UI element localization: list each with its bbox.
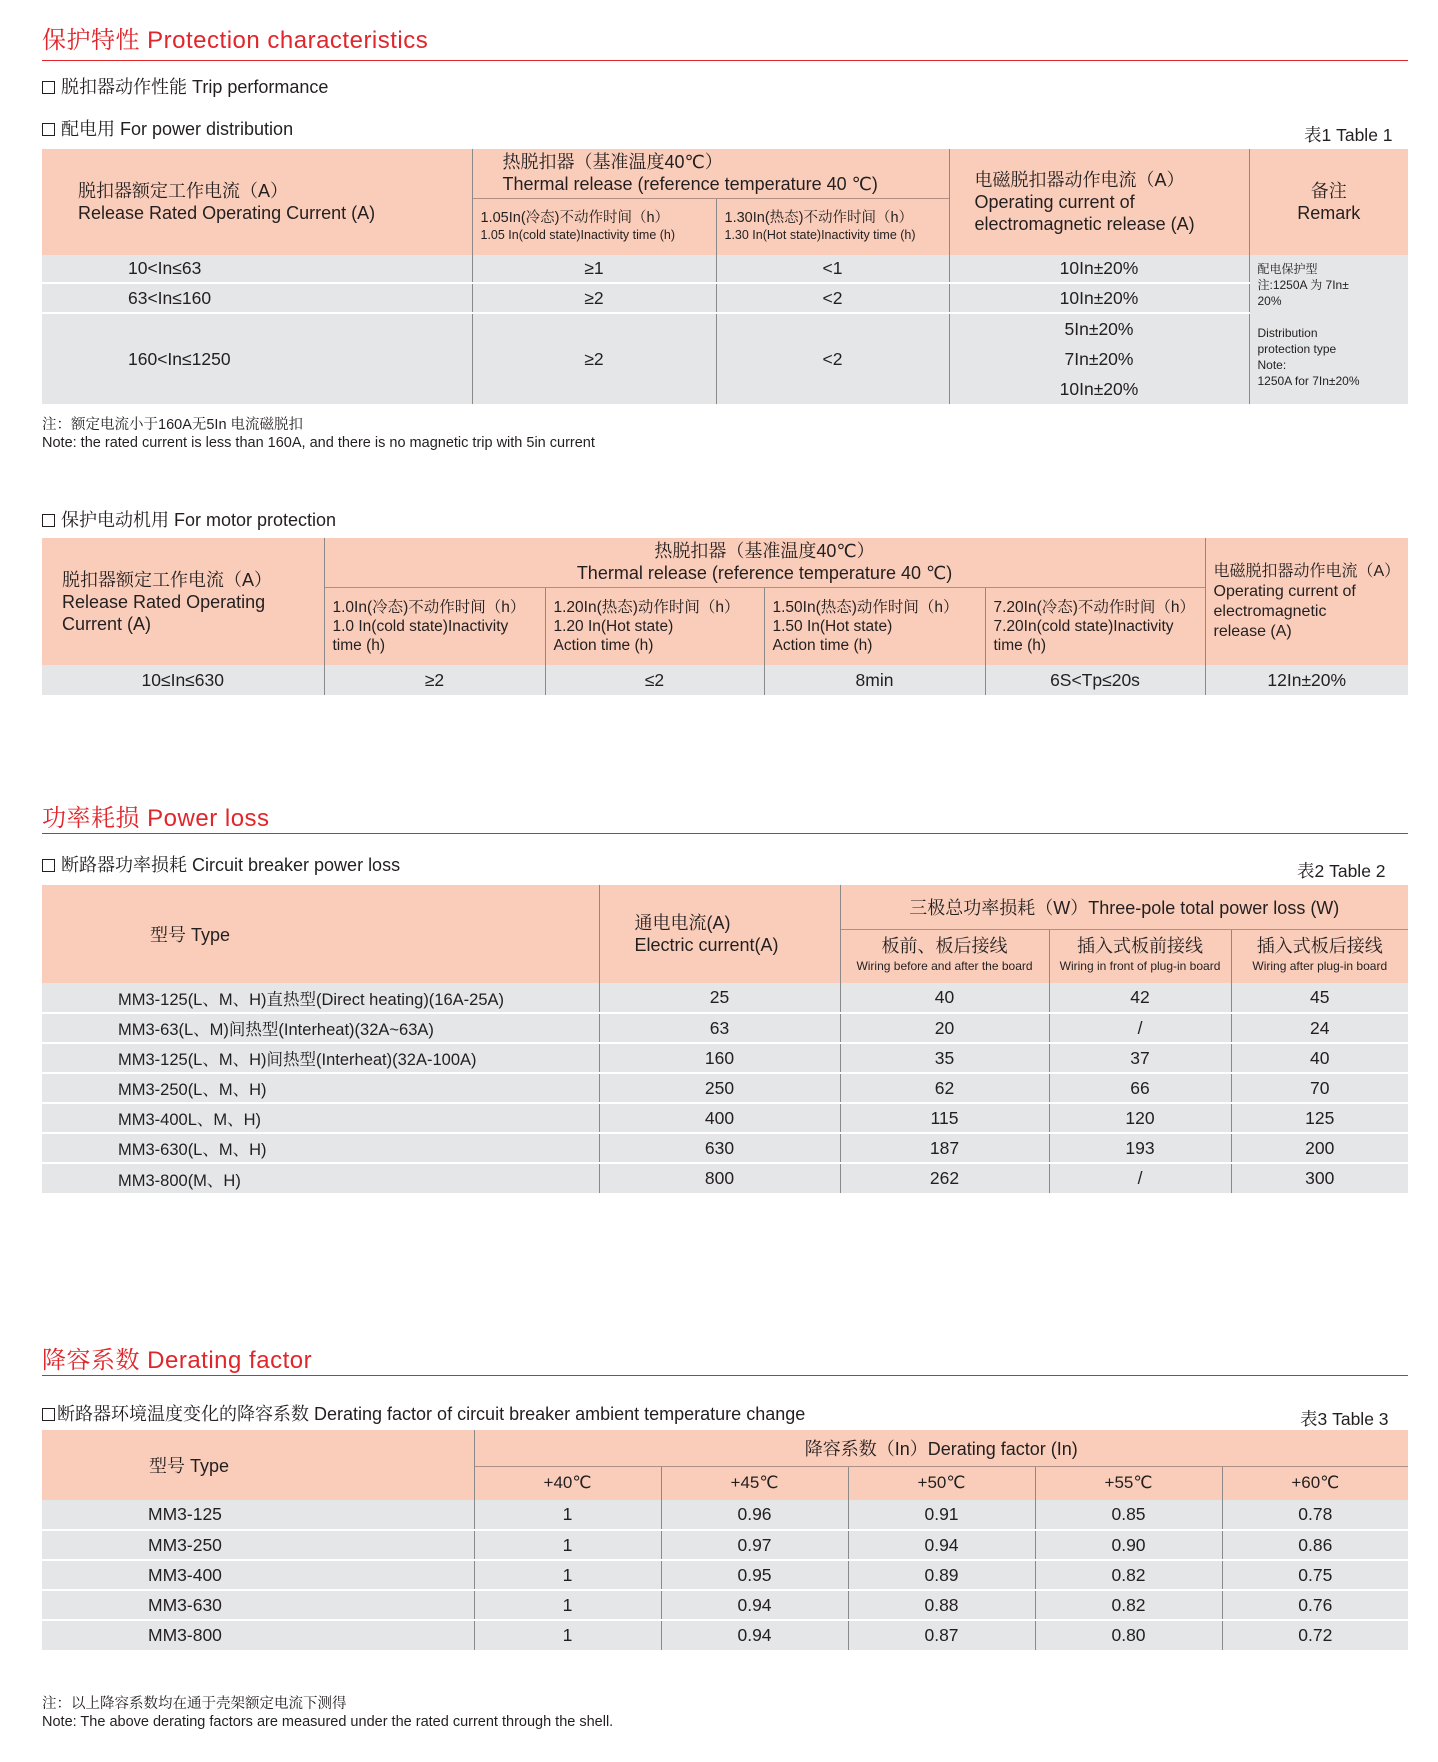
header-en: time (h) bbox=[993, 636, 1047, 654]
cell-type: MM3-125(L、M、H)直热型(Direct heating)(16A-25A) bbox=[42, 983, 599, 1013]
cell-range: 10≤In≤630 bbox=[42, 665, 324, 695]
table-derating bbox=[42, 1430, 1408, 1650]
header-rated-current bbox=[42, 149, 472, 255]
checkbox-icon bbox=[42, 81, 55, 94]
cell-value: 0.86 bbox=[1222, 1530, 1408, 1560]
table-motor bbox=[42, 538, 1408, 695]
cell-value: <1 bbox=[716, 255, 949, 283]
header-thermal-release bbox=[472, 149, 949, 198]
table-row bbox=[42, 255, 1408, 283]
header-en: Electric current(A) bbox=[634, 935, 779, 955]
header-type: 型号 Type bbox=[42, 885, 599, 983]
cell-value: 0.91 bbox=[848, 1500, 1035, 1530]
remark-line: 配电保护型 bbox=[1257, 262, 1318, 276]
header-10-cold bbox=[324, 587, 545, 665]
header-en: release (A) bbox=[1213, 622, 1292, 640]
header-wiring-2 bbox=[1049, 929, 1231, 983]
table-power-loss bbox=[42, 885, 1408, 1193]
header-en: electromagnetic release (A) bbox=[974, 214, 1195, 234]
subheading-text: 脱扣器动作性能 Trip performance bbox=[61, 77, 329, 97]
cell-type: MM3-400 bbox=[42, 1560, 474, 1590]
header-temp: +55℃ bbox=[1035, 1466, 1222, 1500]
header-en: Wiring before and after the board bbox=[856, 959, 1033, 974]
header-en: Remark bbox=[1297, 203, 1361, 223]
header-en: Action time (h) bbox=[553, 636, 654, 654]
header-cn: 备注 bbox=[1310, 181, 1347, 201]
cell-value: 0.75 bbox=[1222, 1560, 1408, 1590]
cell-value: 0.95 bbox=[661, 1560, 848, 1590]
cell-value: 0.94 bbox=[661, 1620, 848, 1650]
section-title-protection: 保护特性 Protection characteristics bbox=[42, 27, 429, 54]
cell-value: 400 bbox=[599, 1103, 840, 1133]
table-row bbox=[42, 1103, 1408, 1133]
cell-value: 63 bbox=[599, 1013, 840, 1043]
table-distribution bbox=[42, 149, 1408, 404]
cell-value: 0.94 bbox=[661, 1590, 848, 1620]
header-cn: 1.20In(热态)动作时间（h） bbox=[553, 598, 740, 616]
cell-value: 0.82 bbox=[1035, 1590, 1222, 1620]
cell-type: MM3-800 bbox=[42, 1620, 474, 1650]
note-en: Note: The above derating factors are measured under the rated current through the shell. bbox=[42, 1714, 614, 1730]
header-thermal-release bbox=[324, 538, 1205, 587]
section-title-power-loss: 功率耗损 Power loss bbox=[42, 805, 270, 832]
cell-value: 0.94 bbox=[848, 1530, 1035, 1560]
cell-value: 45 bbox=[1231, 983, 1408, 1013]
table-row bbox=[42, 1620, 1408, 1650]
table-row bbox=[42, 1013, 1408, 1043]
table-row bbox=[42, 313, 1408, 404]
cell-value: 1 bbox=[474, 1530, 661, 1560]
cell-type: MM3-400L、M、H) bbox=[42, 1103, 599, 1133]
header-en: 1.20 In(Hot state) bbox=[553, 617, 674, 635]
subheading-motor-protection bbox=[42, 506, 336, 532]
cell-type: MM3-800(M、H) bbox=[42, 1163, 599, 1193]
header-en: Action time (h) bbox=[772, 636, 873, 654]
header-105-cold bbox=[472, 198, 716, 255]
checkbox-icon bbox=[42, 859, 55, 872]
cell-value: 193 bbox=[1049, 1133, 1231, 1163]
value-line: 5In±20% bbox=[1064, 319, 1134, 339]
cell-value: / bbox=[1049, 1013, 1231, 1043]
cell-remark bbox=[1249, 255, 1408, 404]
header-cn: 1.30In(热态)不动作时间（h） bbox=[724, 209, 914, 226]
cell-value: 20 bbox=[840, 1013, 1049, 1043]
table-row bbox=[42, 1560, 1408, 1590]
cell-value: 0.82 bbox=[1035, 1560, 1222, 1590]
table-row bbox=[42, 665, 1408, 695]
header-temp: +60℃ bbox=[1222, 1466, 1408, 1500]
cell-range: 10<In≤63 bbox=[42, 255, 472, 283]
cell-type: MM3-250 bbox=[42, 1530, 474, 1560]
header-en: Thermal release (reference temperature 40 ℃) bbox=[502, 174, 878, 195]
header-derating-factor: 降容系数（In）Derating factor (In) bbox=[474, 1430, 1408, 1466]
header-temp: +40℃ bbox=[474, 1466, 661, 1500]
header-cn: 脱扣器额定工作电流（A） bbox=[78, 181, 289, 201]
cell-value: 0.87 bbox=[848, 1620, 1035, 1650]
header-temp: +50℃ bbox=[848, 1466, 1035, 1500]
header-72-cold bbox=[985, 587, 1205, 665]
section-title-derating: 降容系数 Derating factor bbox=[42, 1347, 313, 1374]
cell-value: <2 bbox=[716, 283, 949, 313]
table-row bbox=[42, 1073, 1408, 1103]
header-en: Wiring in front of plug-in board bbox=[1059, 959, 1221, 974]
header-cn: 插入式板前接线 bbox=[1077, 936, 1203, 957]
header-cn: 7.20In(冷态)不动作时间（h） bbox=[993, 598, 1196, 616]
header-en: Operating current of bbox=[1213, 582, 1356, 600]
value-line: 10In±20% bbox=[1059, 379, 1139, 399]
header-cn: 脱扣器额定工作电流（A） bbox=[62, 569, 273, 590]
checkbox-icon bbox=[42, 514, 55, 527]
section-divider bbox=[42, 60, 1408, 61]
cell-value: 120 bbox=[1049, 1103, 1231, 1133]
cell-value: 62 bbox=[840, 1073, 1049, 1103]
header-cn: 1.05In(冷态)不动作时间（h） bbox=[480, 209, 670, 226]
header-en: electromagnetic bbox=[1213, 602, 1327, 620]
cell-value-multi bbox=[949, 313, 1249, 404]
cell-value: 0.80 bbox=[1035, 1620, 1222, 1650]
remark-line: protection type bbox=[1257, 342, 1337, 356]
table-row bbox=[42, 1133, 1408, 1163]
cell-value: <2 bbox=[716, 313, 949, 404]
subheading-power-distribution bbox=[42, 115, 293, 141]
cell-value: 24 bbox=[1231, 1013, 1408, 1043]
header-electromagnetic bbox=[1205, 538, 1408, 665]
cell-value: 125 bbox=[1231, 1103, 1408, 1133]
remark-line: 注:1250A 为 7In± bbox=[1257, 278, 1349, 292]
cell-value: 800 bbox=[599, 1163, 840, 1193]
cell-type: MM3-125(L、M、H)间热型(Interheat)(32A-100A) bbox=[42, 1043, 599, 1073]
header-en: Release Rated Operating Current (A) bbox=[78, 203, 376, 223]
table-label: 表3 Table 3 bbox=[1300, 1409, 1389, 1429]
checkbox-icon bbox=[42, 123, 55, 136]
note-en: Note: the rated current is less than 160A, and there is no magnetic trip with 5in current bbox=[42, 435, 595, 451]
table-row bbox=[42, 283, 1408, 313]
header-electromagnetic bbox=[949, 149, 1249, 255]
table-row bbox=[42, 1163, 1408, 1193]
header-15-hot bbox=[764, 587, 985, 665]
note-cn: 注：额定电流小于160A无5In 电流磁脱扣 bbox=[42, 417, 304, 433]
header-en: 1.30 In(Hot state)Inactivity time (h) bbox=[724, 227, 916, 242]
cell-value: 0.96 bbox=[661, 1500, 848, 1530]
header-wiring-1 bbox=[840, 929, 1049, 983]
cell-value: 40 bbox=[1231, 1043, 1408, 1073]
table-row bbox=[42, 983, 1408, 1013]
cell-value: 35 bbox=[840, 1043, 1049, 1073]
cell-value: 0.90 bbox=[1035, 1530, 1222, 1560]
cell-value: 6S<Tp≤20s bbox=[985, 665, 1205, 695]
subheading-trip-performance bbox=[42, 73, 328, 99]
cell-value: 0.88 bbox=[848, 1590, 1035, 1620]
cell-value: 10In±20% bbox=[949, 255, 1249, 283]
cell-value: 1 bbox=[474, 1590, 661, 1620]
cell-value: 1 bbox=[474, 1620, 661, 1650]
cell-value: 1 bbox=[474, 1500, 661, 1530]
section-divider bbox=[42, 1375, 1408, 1376]
cell-value: 0.97 bbox=[661, 1530, 848, 1560]
header-total-loss: 三极总功率损耗（W）Three-pole total power loss (W) bbox=[840, 885, 1408, 929]
value-line: 7In±20% bbox=[1064, 349, 1134, 369]
cell-value: ≥1 bbox=[472, 255, 716, 283]
cell-range: 160<In≤1250 bbox=[42, 313, 472, 404]
table-row bbox=[42, 1530, 1408, 1560]
header-type: 型号 Type bbox=[42, 1430, 474, 1500]
header-en: Operating current of bbox=[974, 192, 1135, 212]
subheading-derating bbox=[42, 1400, 805, 1426]
table-label: 表1 Table 1 bbox=[1304, 125, 1393, 145]
header-en: 1.05 In(cold state)Inactivity time (h) bbox=[480, 227, 676, 242]
cell-value: ≥2 bbox=[472, 283, 716, 313]
cell-value: 0.78 bbox=[1222, 1500, 1408, 1530]
cell-value: 12In±20% bbox=[1205, 665, 1408, 695]
header-cn: 插入式板后接线 bbox=[1256, 936, 1383, 957]
subheading-text: 保护电动机用 For motor protection bbox=[61, 510, 337, 530]
header-remark bbox=[1249, 149, 1408, 255]
header-cn: 通电电流(A) bbox=[634, 913, 731, 933]
cell-type: MM3-630(L、M、H) bbox=[42, 1133, 599, 1163]
cell-value: ≤2 bbox=[545, 665, 764, 695]
cell-value: 250 bbox=[599, 1073, 840, 1103]
subheading-text: 断路器功率损耗 Circuit breaker power loss bbox=[61, 855, 401, 875]
cell-value: 40 bbox=[840, 983, 1049, 1013]
header-130-hot bbox=[716, 198, 949, 255]
remark-line: 1250A for 7In±20% bbox=[1257, 374, 1360, 388]
table-row bbox=[42, 1043, 1408, 1073]
subheading-text: 配电用 For power distribution bbox=[61, 119, 294, 139]
subheading-circuit-breaker-loss bbox=[42, 851, 400, 877]
cell-value: 0.85 bbox=[1035, 1500, 1222, 1530]
cell-value: 0.76 bbox=[1222, 1590, 1408, 1620]
header-temp: +45℃ bbox=[661, 1466, 848, 1500]
header-cn: 热脱扣器（基准温度40℃） bbox=[654, 541, 875, 562]
cell-value: 70 bbox=[1231, 1073, 1408, 1103]
cell-value: 200 bbox=[1231, 1133, 1408, 1163]
cell-type: MM3-630 bbox=[42, 1590, 474, 1620]
header-wiring-3 bbox=[1231, 929, 1408, 983]
header-en: 1.50 In(Hot state) bbox=[772, 617, 893, 635]
header-12-hot bbox=[545, 587, 764, 665]
remark-line: 20% bbox=[1257, 294, 1282, 308]
cell-value: 25 bbox=[599, 983, 840, 1013]
remark-line: Note: bbox=[1257, 358, 1287, 372]
section-divider bbox=[42, 833, 1408, 834]
cell-value: 160 bbox=[599, 1043, 840, 1073]
cell-value: 300 bbox=[1231, 1163, 1408, 1193]
header-cn: 1.0In(冷态)不动作时间（h） bbox=[332, 598, 526, 616]
header-en: Current (A) bbox=[62, 613, 152, 634]
cell-value: 66 bbox=[1049, 1073, 1231, 1103]
cell-range: 63<In≤160 bbox=[42, 283, 472, 313]
cell-type: MM3-250(L、M、H) bbox=[42, 1073, 599, 1103]
header-en: Thermal release (reference temperature 40 ℃) bbox=[576, 563, 953, 584]
cell-value: 1 bbox=[474, 1560, 661, 1590]
header-en: 7.20In(cold state)Inactivity bbox=[993, 617, 1174, 635]
header-en: Release Rated Operating bbox=[62, 591, 266, 612]
cell-value: / bbox=[1049, 1163, 1231, 1193]
cell-value: 0.72 bbox=[1222, 1620, 1408, 1650]
cell-type: MM3-125 bbox=[42, 1500, 474, 1530]
cell-value: 8min bbox=[764, 665, 985, 695]
subheading-text: 断路器环境温度变化的降容系数 Derating factor of circuit breaker ambient temperature change bbox=[57, 1404, 806, 1424]
table-row bbox=[42, 1590, 1408, 1620]
header-rated-current bbox=[42, 538, 324, 665]
cell-value: ≥2 bbox=[472, 313, 716, 404]
cell-value: 37 bbox=[1049, 1043, 1231, 1073]
cell-value: ≥2 bbox=[324, 665, 545, 695]
checkbox-icon bbox=[42, 1408, 55, 1421]
header-cn: 1.50In(热态)动作时间（h） bbox=[772, 598, 959, 616]
header-cn: 电磁脱扣器动作电流（A） bbox=[974, 170, 1185, 190]
header-current bbox=[599, 885, 840, 983]
header-cn: 板前、板后接线 bbox=[881, 936, 1008, 957]
header-en: time (h) bbox=[332, 636, 386, 654]
cell-value: 42 bbox=[1049, 983, 1231, 1013]
remark-line: Distribution bbox=[1257, 326, 1318, 340]
header-cn: 电磁脱扣器动作电流（A） bbox=[1213, 562, 1401, 580]
cell-value: 630 bbox=[599, 1133, 840, 1163]
cell-type: MM3-63(L、M)间热型(Interheat)(32A~63A) bbox=[42, 1013, 599, 1043]
note-cn: 注：以上降容系数均在通于壳架额定电流下测得 bbox=[42, 1696, 347, 1712]
header-en: Wiring after plug-in board bbox=[1252, 959, 1388, 974]
table-label: 表2 Table 2 bbox=[1297, 861, 1386, 881]
cell-value: 115 bbox=[840, 1103, 1049, 1133]
cell-value: 0.89 bbox=[848, 1560, 1035, 1590]
cell-value: 10In±20% bbox=[949, 283, 1249, 313]
header-en: 1.0 In(cold state)Inactivity bbox=[332, 617, 509, 635]
cell-value: 187 bbox=[840, 1133, 1049, 1163]
header-cn: 热脱扣器（基准温度40℃） bbox=[502, 152, 723, 173]
cell-value: 262 bbox=[840, 1163, 1049, 1193]
table-row bbox=[42, 1500, 1408, 1530]
